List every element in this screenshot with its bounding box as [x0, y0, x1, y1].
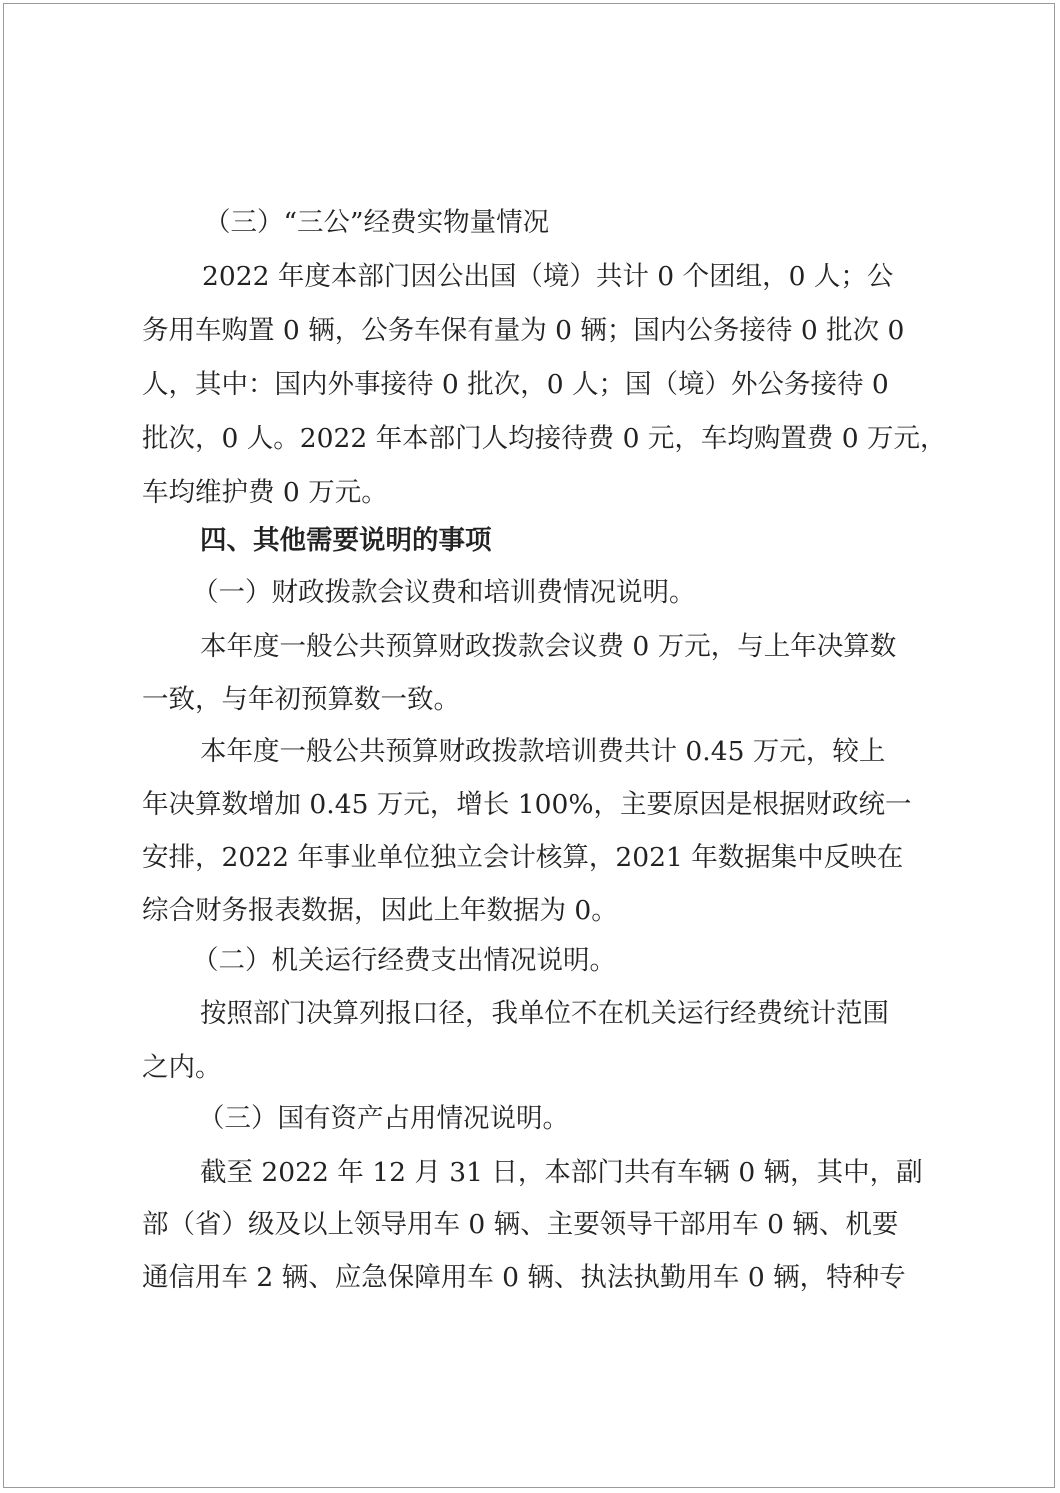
paragraph-line: 人，其中：国内外事接待 0 批次，0 人；国（境）外公务接待 0: [142, 369, 889, 400]
paragraph-line: 一致，与年初预算数一致。: [142, 684, 460, 715]
subsection-heading-3: （三）国有资产占用情况说明。: [198, 1103, 569, 1134]
paragraph-line: 2022 年度本部门因公出国（境）共计 0 个团组，0 人；公: [202, 261, 894, 292]
subsection-heading-2: （二）机关运行经费支出情况说明。: [192, 945, 616, 976]
paragraph-line: 务用车购置 0 辆，公务车保有量为 0 辆；国内公务接待 0 批次 0: [142, 315, 905, 346]
chapter-heading-4: 四、其他需要说明的事项: [200, 525, 492, 556]
paragraph-line: 截至 2022 年 12 月 31 日，本部门共有车辆 0 辆，其中，副: [200, 1157, 923, 1188]
paragraph-line: 批次，0 人。2022 年本部门人均接待费 0 元，车均购置费 0 万元，: [142, 423, 947, 454]
paragraph-line: 按照部门决算列报口径，我单位不在机关运行经费统计范围: [200, 998, 889, 1029]
paragraph-line: 本年度一般公共预算财政拨款培训费共计 0.45 万元，较上: [200, 736, 886, 767]
section-heading-3: （三）“三公”经费实物量情况: [204, 207, 550, 238]
paragraph-line: 通信用车 2 辆、应急保障用车 0 辆、执法执勤用车 0 辆，特种专: [142, 1262, 906, 1293]
paragraph-line: 之内。: [142, 1052, 222, 1083]
paragraph-line: 车均维护费 0 万元。: [142, 477, 388, 508]
paragraph-line: 综合财务报表数据，因此上年数据为 0。: [142, 895, 618, 926]
paragraph-line: 年决算数增加 0.45 万元，增长 100%，主要原因是根据财政统一: [142, 789, 912, 820]
subsection-heading-1: （一）财政拨款会议费和培训费情况说明。: [192, 577, 696, 608]
paragraph-line: 本年度一般公共预算财政拨款会议费 0 万元，与上年决算数: [200, 631, 897, 662]
paragraph-line: 部（省）级及以上领导用车 0 辆、主要领导干部用车 0 辆、机要: [142, 1209, 899, 1240]
paragraph-line: 安排，2022 年事业单位独立会计核算，2021 年数据集中反映在: [142, 842, 904, 873]
